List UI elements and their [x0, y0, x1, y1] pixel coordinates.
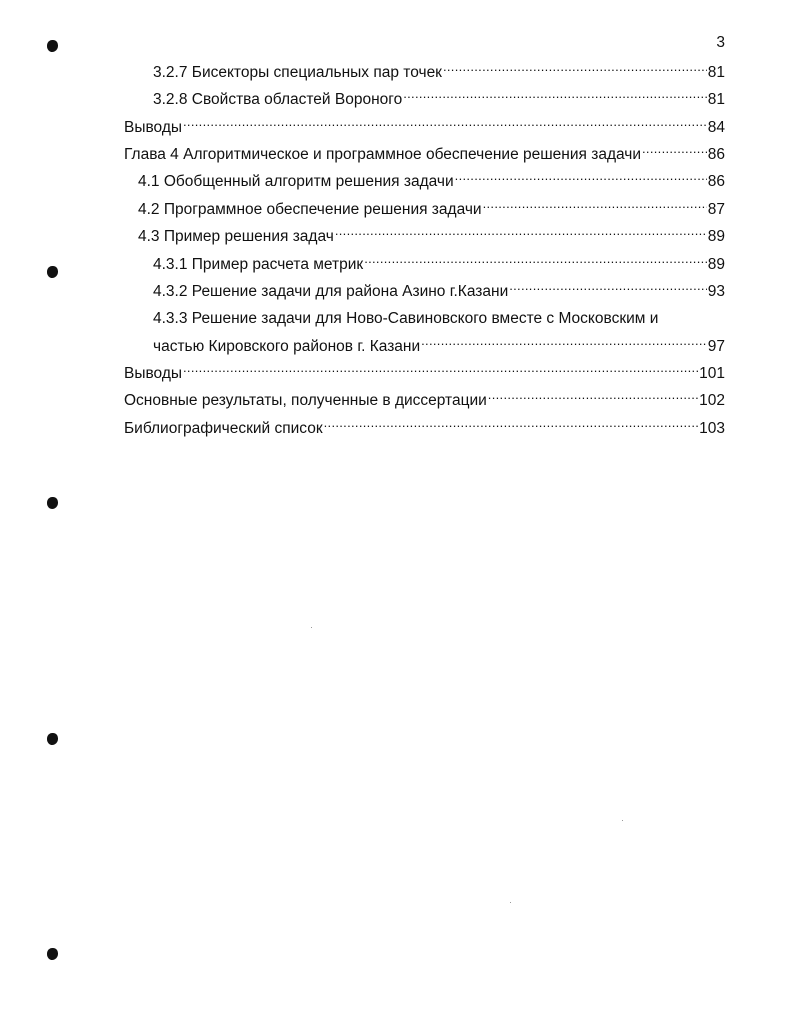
toc-entry-title: частью Кировского районов г. Казани — [153, 338, 421, 355]
toc-leader — [324, 418, 699, 434]
toc-entry-title: Библиографический список — [124, 420, 323, 437]
toc-entry[interactable] — [124, 114, 725, 141]
toc-entry-page: 81 — [707, 64, 725, 81]
toc-entry-page: 81 — [707, 91, 725, 108]
page-number: 3 — [716, 34, 725, 51]
toc-entry-page: 87 — [707, 201, 725, 218]
binder-hole-icon — [47, 266, 58, 278]
toc-entry-page: 89 — [707, 256, 725, 273]
toc-entry-page: 89 — [707, 228, 725, 245]
toc-entry-page: 86 — [707, 146, 725, 163]
scan-speck — [622, 820, 623, 821]
toc-entry[interactable] — [153, 333, 725, 360]
toc-entry-title: Глава 4 Алгоритмическое и программное обеспечение решения задачи — [124, 146, 642, 163]
toc-entry-page: 93 — [707, 283, 725, 300]
toc-entry-title[interactable]: 4.3.3 Решение задачи для Ново-Савиновского вместе с Московским и — [153, 310, 659, 327]
toc-entry-page: 97 — [707, 338, 725, 355]
toc-leader — [488, 390, 698, 406]
toc-entry-title: Выводы — [124, 365, 183, 382]
toc-entry[interactable] — [153, 86, 725, 113]
toc-entry-title: 4.3.1 Пример расчета метрик — [153, 256, 364, 273]
toc-entry-title: 4.3.2 Решение задачи для района Азино г.Казани — [153, 283, 509, 300]
toc-leader — [443, 62, 707, 78]
toc-entry-page: 86 — [707, 173, 725, 190]
toc-entry-page: 101 — [699, 365, 725, 382]
toc-entry[interactable] — [153, 59, 725, 86]
toc-entry[interactable] — [124, 415, 725, 442]
toc-entry[interactable] — [138, 223, 725, 250]
toc-leader — [183, 117, 707, 133]
scan-speck — [510, 902, 511, 903]
toc-entry-title: 4.1 Обобщенный алгоритм решения задачи — [138, 173, 454, 190]
toc-entry[interactable] — [124, 387, 725, 414]
toc-leader — [364, 254, 707, 270]
toc-entry-title: 3.2.7 Бисекторы специальных пар точек — [153, 64, 442, 81]
toc-entry[interactable] — [124, 360, 725, 387]
binder-hole-icon — [47, 948, 58, 960]
toc-entry-page: 102 — [699, 392, 725, 409]
toc-entry-title: 3.2.8 Свойства областей Вороного — [153, 91, 403, 108]
scan-speck — [311, 627, 312, 628]
toc-leader — [455, 171, 707, 187]
toc-entry-title: 4.2 Программное обеспечение решения задачи — [138, 201, 482, 218]
toc-entry-title: Выводы — [124, 119, 183, 136]
toc-entry[interactable] — [153, 278, 725, 305]
binder-hole-icon — [47, 733, 58, 745]
toc-entry-title: 4.3 Пример решения задач — [138, 228, 334, 245]
toc-entry-page: 84 — [707, 119, 725, 136]
toc-entry[interactable] — [138, 196, 725, 223]
binder-hole-icon — [47, 497, 58, 509]
toc-entry[interactable] — [153, 251, 725, 278]
toc-leader — [403, 89, 707, 105]
toc-leader — [421, 336, 707, 352]
toc-leader — [509, 281, 707, 297]
toc-leader — [483, 199, 707, 215]
toc-entry-page: 103 — [699, 420, 725, 437]
binder-hole-icon — [47, 40, 58, 52]
toc-leader — [183, 363, 698, 379]
toc-entry-title: Основные результаты, полученные в диссертации — [124, 392, 487, 409]
toc-entry[interactable] — [138, 168, 725, 195]
toc-leader — [642, 144, 707, 160]
toc-entry[interactable] — [124, 141, 725, 168]
toc-leader — [335, 226, 707, 242]
